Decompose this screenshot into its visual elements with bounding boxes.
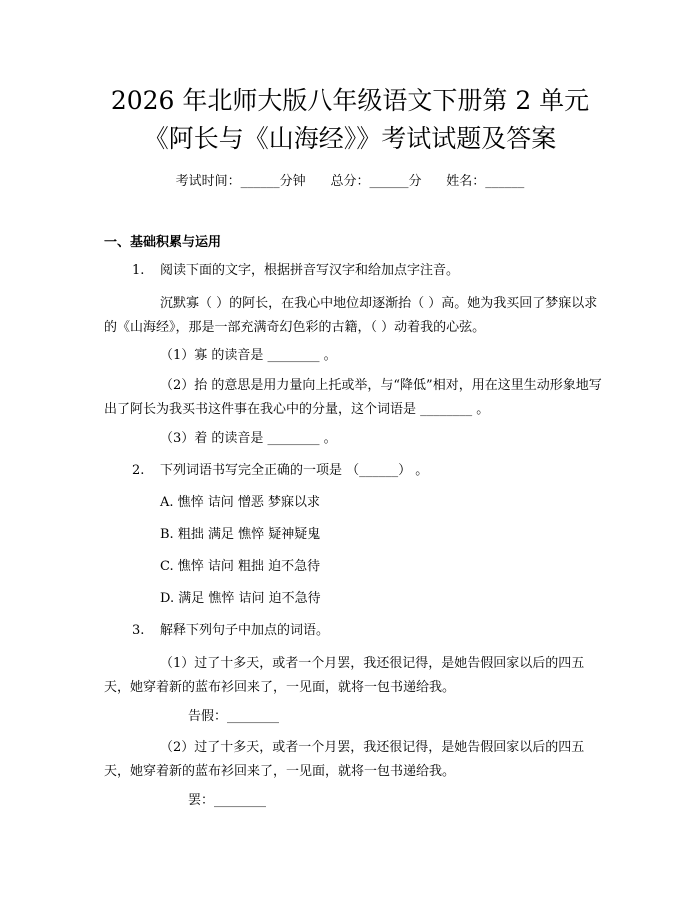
q2-option-b: B. 粗拙 满足 憔悴 疑神疑鬼 — [160, 527, 321, 542]
question-3 — [132, 622, 329, 640]
q3-answer-2: 罢：________ — [188, 793, 267, 808]
question-number: 3. — [132, 623, 145, 638]
question-2 — [132, 462, 428, 480]
q1-sub-3: （3）着 的读音是 ________ 。 — [160, 431, 337, 446]
question-number: 1. — [132, 263, 145, 278]
q3-sub-2: （2）过了十多天，或者一个月罢，我还很记得，是她告假回家以后的四五天，她穿着新的蓝布衫回来了，一见面，就将一包书递给我。 — [104, 740, 585, 779]
q2-option-a: A. 憔悴 诘问 憎恶 梦寐以求 — [160, 495, 321, 510]
q2-option-d: D. 满足 憔悴 诘问 迫不急待 — [160, 591, 321, 606]
question-stem: 解释下列句子中加点的词语。 — [160, 623, 330, 638]
question-number: 2. — [132, 463, 145, 478]
exam-meta — [0, 170, 700, 189]
exam-score: 总分：______分 — [330, 174, 422, 189]
section-heading: 一、基础积累与运用 — [104, 235, 222, 250]
student-name: 姓名：______ — [446, 174, 525, 189]
question-1 — [132, 262, 459, 280]
exam-time: 考试时间：______分钟 — [175, 174, 306, 189]
question-stem: 阅读下面的文字，根据拼音写汉字和给加点字注音。 — [160, 263, 460, 278]
q3-answer-1: 告假：________ — [188, 709, 280, 724]
q1-sub-1: （1）寡 的读音是 ________ 。 — [160, 348, 337, 363]
title-line-1: 2026 年北师大版八年级语文下册第 2 单元 — [110, 86, 590, 115]
q1-sub-2: （2）抬 的意思是用力量向上托或举，与“降低”相对，用在这里生动形象地写出了阿长为我买书这件事在我心中的分量，这个词语是 ________ 。 — [104, 378, 602, 417]
q3-sub-1: （1）过了十多天，或者一个月罢，我还很记得，是她告假回家以后的四五天，她穿着新的蓝布衫回来了，一见面，就将一包书递给我。 — [104, 656, 585, 695]
q1-passage: 沉默寡（ ）的阿长，在我心中地位却逐渐抬（ ）高。她为我买回了梦寐以求的《山海经》，那是一部充满奇幻色彩的古籍，（ ）动着我的心弦。 — [104, 296, 598, 335]
q2-option-c: C. 憔悴 诘问 粗拙 迫不急待 — [160, 559, 321, 574]
title-line-2: 《阿长与《山海经》》考试试题及答案 — [143, 124, 557, 153]
question-stem: 下列词语书写完全正确的一项是 （______） 。 — [160, 463, 429, 478]
